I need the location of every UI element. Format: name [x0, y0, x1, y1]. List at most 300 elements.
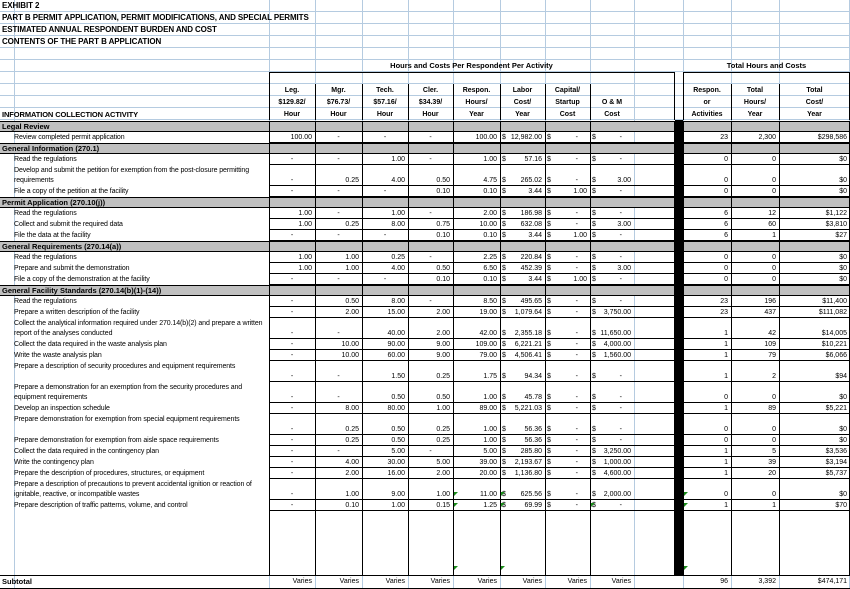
table-cell: - [429, 134, 432, 141]
table-cell: 0 [724, 254, 728, 261]
dollar-sign: $ [502, 221, 506, 228]
table-cell: 20.00 [479, 470, 497, 477]
table-cell: $3,536 [825, 448, 847, 455]
column-rule [362, 121, 363, 576]
table-cell: 0 [772, 426, 776, 433]
table-cell: - [290, 309, 294, 316]
table-cell: - [290, 470, 294, 477]
table-cell: 5.00 [436, 459, 450, 466]
table-cell: 1.00 [345, 491, 359, 498]
table-cell: - [575, 265, 578, 272]
cell-flag-icon [684, 503, 688, 507]
header-rule [500, 84, 501, 120]
activity-description: Read the regulations [14, 254, 77, 261]
table-cell: 1.00 [391, 502, 405, 509]
table-cell: 1.00 [483, 394, 497, 401]
row-rule [269, 413, 674, 414]
dollar-sign: $ [547, 491, 551, 498]
column-header-line: Respon. [693, 87, 721, 94]
table-cell: - [290, 341, 294, 348]
table-cell: 10.00 [341, 341, 359, 348]
table-cell: 1.75 [483, 373, 497, 380]
table-cell: - [337, 448, 340, 455]
column-header-line: Total [806, 87, 823, 94]
table-cell: 0.10 [345, 502, 359, 509]
table-cell: 1.25 [483, 502, 497, 509]
table-cell: 8.00 [391, 298, 405, 305]
table-cell: 0 [772, 265, 776, 272]
dollar-sign: $ [502, 276, 506, 283]
table-cell: 0 [724, 177, 728, 184]
table-cell: - [290, 373, 294, 380]
row-rule [269, 510, 674, 511]
table-cell: 23 [720, 134, 728, 141]
table-cell: 632.08 [520, 221, 542, 228]
table-cell: 1 [724, 405, 728, 412]
row-rule [683, 262, 850, 263]
table-cell: 0.50 [436, 177, 450, 184]
section-header: General Facility Standards (270.14(b)(1)-(14)) [0, 285, 850, 296]
table-cell: 69.99 [524, 502, 542, 509]
dollar-sign: $ [592, 405, 596, 412]
dollar-sign: $ [502, 437, 506, 444]
column-header-line: Startup [555, 99, 580, 106]
table-cell: 0 [772, 437, 776, 444]
table-cell: 6.50 [483, 265, 497, 272]
table-cell: - [575, 298, 578, 305]
row-rule [683, 478, 850, 479]
activity-description: Review completed permit application [14, 134, 125, 141]
table-cell: 10.00 [479, 221, 497, 228]
row-rule [683, 185, 850, 186]
table-cell: 100.00 [290, 134, 312, 141]
dollar-sign: $ [547, 221, 551, 228]
table-cell: 0.10 [483, 232, 497, 239]
table-cell: - [575, 134, 578, 141]
column-rule [408, 121, 409, 576]
table-cell: 1 [772, 502, 776, 509]
row-rule [269, 349, 674, 350]
table-cell: 0 [772, 491, 776, 498]
table-cell: 5,221.03 [514, 405, 542, 412]
table-cell: 39.00 [479, 459, 497, 466]
table-cell: - [290, 330, 294, 337]
table-cell: 0.10 [436, 276, 450, 283]
dollar-sign: $ [502, 448, 506, 455]
dollar-sign: $ [547, 298, 551, 305]
dollar-sign: $ [592, 221, 596, 228]
dollar-sign: $ [547, 394, 551, 401]
dollar-sign: $ [502, 352, 506, 359]
table-cell: $5,737 [825, 470, 847, 477]
table-cell: 42 [768, 330, 776, 337]
table-cell: 40.00 [387, 330, 405, 337]
table-cell: 9.00 [391, 491, 405, 498]
table-cell: 6 [724, 232, 728, 239]
subtotal-cell: 96 [720, 578, 728, 585]
column-header-line: Labor [512, 87, 533, 94]
header-rule [779, 84, 780, 120]
table-cell: 12 [768, 210, 776, 217]
table-cell: 265.02 [520, 177, 542, 184]
activity-description: Prepare and submit the demonstration [14, 265, 130, 272]
table-cell: 1.00 [483, 156, 497, 163]
table-cell: - [575, 426, 578, 433]
dollar-sign: $ [547, 502, 551, 509]
table-cell: 42.00 [479, 330, 497, 337]
table-cell: $0 [839, 265, 847, 272]
table-cell: 1.00 [436, 405, 450, 412]
table-cell: 4.00 [391, 265, 405, 272]
table-cell: $70 [835, 502, 847, 509]
row-rule [269, 445, 674, 446]
dollar-sign: $ [592, 426, 596, 433]
column-header-line: Activities [691, 111, 723, 118]
table-cell: 8.50 [483, 298, 497, 305]
table-cell: 0 [724, 426, 728, 433]
dollar-sign: $ [592, 232, 596, 239]
gridline-horizontal [0, 47, 850, 48]
dollar-sign: $ [547, 232, 551, 239]
table-cell: - [619, 188, 622, 195]
table-cell: 2,193.67 [514, 459, 542, 466]
row-rule [683, 349, 850, 350]
column-rule [315, 121, 316, 576]
column-header-line: Cler. [422, 87, 439, 94]
table-cell: - [337, 373, 340, 380]
table-cell: - [619, 134, 622, 141]
cell-flag-icon [454, 566, 458, 570]
subtotal-row [0, 575, 850, 589]
table-cell: 1.00 [298, 254, 312, 261]
table-cell: $10,221 [821, 341, 847, 348]
table-cell: 0.25 [436, 437, 450, 444]
dollar-sign: $ [592, 177, 596, 184]
dollar-sign: $ [547, 210, 551, 217]
dollar-sign: $ [592, 491, 596, 498]
column-divider-bar [675, 120, 683, 575]
dollar-sign: $ [502, 177, 506, 184]
dollar-sign: $ [592, 309, 596, 316]
table-cell: 4,000.00 [603, 341, 631, 348]
table-cell: 1 [724, 341, 728, 348]
column-rule [779, 121, 780, 576]
table-cell: 90.00 [387, 341, 405, 348]
activity-description: Prepare description of traffic patterns, volume, and control [14, 502, 188, 509]
table-cell: - [337, 188, 340, 195]
table-cell: 100.00 [475, 134, 497, 141]
dollar-sign: $ [502, 502, 506, 509]
table-cell: 285.80 [520, 448, 542, 455]
table-cell: 1.00 [345, 254, 359, 261]
cell-flag-icon [454, 492, 458, 496]
dollar-sign: $ [592, 502, 596, 509]
dollar-sign: $ [547, 254, 551, 261]
gridline-horizontal [0, 35, 850, 36]
table-cell: 0.25 [345, 177, 359, 184]
table-cell: 0.10 [483, 276, 497, 283]
table-cell: 1.00 [483, 426, 497, 433]
table-cell: - [337, 276, 340, 283]
table-cell: 0 [724, 156, 728, 163]
activity-description: Develop an inspection schedule [14, 405, 110, 412]
table-cell: 0.25 [345, 221, 359, 228]
table-cell: 0 [724, 276, 728, 283]
activity-description: Read the regulations [14, 210, 77, 217]
table-cell: - [619, 254, 622, 261]
table-cell: 1.00 [573, 188, 587, 195]
activity-description: Prepare the description of procedures, structures, or equipment [14, 470, 205, 477]
table-cell: 1.00 [345, 265, 359, 272]
table-cell: 0 [724, 491, 728, 498]
table-cell: 109.00 [475, 341, 497, 348]
dollar-sign: $ [502, 156, 506, 163]
cell-flag-icon [591, 503, 595, 507]
dollar-sign: $ [592, 373, 596, 380]
dollar-sign: $ [502, 394, 506, 401]
dollar-sign: $ [502, 134, 506, 141]
table-cell: 3.44 [528, 276, 542, 283]
gridline-horizontal [0, 11, 850, 12]
dollar-sign: $ [547, 188, 551, 195]
table-cell: 2.00 [345, 470, 359, 477]
table-cell: - [290, 426, 294, 433]
table-cell: 0.50 [436, 394, 450, 401]
table-cell: 2,355.18 [514, 330, 542, 337]
table-cell: - [337, 156, 340, 163]
table-cell: 30.00 [387, 459, 405, 466]
row-rule [683, 164, 850, 165]
table-cell: 1,079.64 [514, 309, 542, 316]
column-rule [453, 121, 454, 576]
table-cell: 1.00 [298, 221, 312, 228]
table-cell: - [619, 298, 622, 305]
table-cell: $0 [839, 491, 847, 498]
column-header-line: Tech. [376, 87, 394, 94]
table-cell: 0.25 [436, 426, 450, 433]
column-header-line: Capital/ [554, 87, 581, 94]
row-rule [683, 360, 850, 361]
table-cell: 3.00 [617, 177, 631, 184]
table-cell: 1 [724, 330, 728, 337]
table-cell: 11.00 [480, 491, 497, 498]
table-cell: - [290, 276, 294, 283]
table-cell: $0 [839, 188, 847, 195]
table-cell: 1,560.00 [603, 352, 631, 359]
table-cell: - [337, 210, 340, 217]
header-rule [269, 72, 270, 120]
table-cell: 5.00 [483, 448, 497, 455]
column-header-line: Hour [283, 111, 301, 118]
table-cell: 60 [768, 221, 776, 228]
table-cell: $94 [835, 373, 847, 380]
table-cell: 3,750.00 [603, 309, 631, 316]
row-rule [269, 478, 674, 479]
table-cell: - [290, 459, 294, 466]
activity-description: File a copy of the demonstration at the facility [14, 276, 150, 283]
row-rule [683, 445, 850, 446]
cell-flag-icon [454, 503, 458, 507]
table-cell: 0.50 [345, 298, 359, 305]
table-cell: 1.00 [573, 232, 587, 239]
table-cell: - [575, 254, 578, 261]
table-cell: - [619, 156, 622, 163]
table-cell: - [619, 232, 622, 239]
table-cell: 196 [764, 298, 776, 305]
table-cell: 437 [764, 309, 776, 316]
column-header-line: Year [469, 111, 484, 118]
column-header-line: Hour [330, 111, 347, 118]
table-cell: - [619, 276, 622, 283]
activity-description: Collect the analytical information required under 270.14(b)(2) and prepare a written report of the analyses conducted [14, 320, 263, 337]
dollar-sign: $ [502, 210, 506, 217]
table-cell: - [575, 221, 578, 228]
activity-description: File the data at the facility [14, 232, 91, 239]
table-cell: - [290, 491, 294, 498]
table-cell: 1 [724, 502, 728, 509]
table-cell: - [290, 448, 294, 455]
table-cell: 1 [724, 448, 728, 455]
row-rule [269, 434, 674, 435]
header-rule [674, 72, 675, 120]
table-cell: 0 [772, 276, 776, 283]
column-rule [500, 121, 501, 576]
table-cell: 4,600.00 [603, 470, 631, 477]
table-cell: 45.78 [524, 394, 542, 401]
table-cell: 0.10 [436, 188, 450, 195]
table-cell: 3,250.00 [603, 448, 631, 455]
table-cell: 89.00 [479, 405, 497, 412]
dollar-sign: $ [547, 309, 551, 316]
column-header-line: Hour [376, 111, 394, 118]
dollar-sign: $ [502, 265, 506, 272]
table-cell: 20 [768, 470, 776, 477]
table-cell: 10.00 [341, 352, 359, 359]
subtotal-cell: Varies [385, 578, 405, 585]
table-cell: - [290, 177, 294, 184]
table-cell: $3,810 [825, 221, 847, 228]
cell-flag-icon [501, 492, 505, 496]
column-header-line: $34.39/ [418, 99, 443, 106]
table-cell: 495.65 [520, 298, 542, 305]
table-cell: 0.25 [436, 373, 450, 380]
dollar-sign: $ [502, 298, 506, 305]
table-cell: 0.50 [436, 265, 450, 272]
activity-description: Prepare demonstration for exemption from special equipment requirements [14, 416, 240, 423]
table-cell: 1.50 [391, 373, 405, 380]
row-rule [269, 499, 674, 500]
table-cell: - [337, 394, 340, 401]
column-header-line: Cost/ [513, 99, 532, 106]
table-cell: 9.00 [436, 341, 450, 348]
dollar-sign: $ [502, 405, 506, 412]
table-cell: 3.44 [528, 232, 542, 239]
table-cell: 11,650.00 [600, 330, 631, 337]
activity-description: Write the waste analysis plan [14, 352, 102, 359]
dollar-sign: $ [502, 491, 506, 498]
table-cell: - [575, 177, 578, 184]
table-cell: 6 [724, 210, 728, 217]
table-cell: $1,122 [825, 210, 847, 217]
total-group-header: Total Hours and Costs [726, 61, 807, 70]
row-rule [683, 456, 850, 457]
header-rule [453, 84, 454, 120]
header-rule [545, 84, 546, 120]
dollar-sign: $ [547, 426, 551, 433]
section-header: General Information (270.1) [0, 143, 850, 154]
row-rule [683, 413, 850, 414]
dollar-sign: $ [502, 309, 506, 316]
table-cell: 15.00 [387, 309, 405, 316]
table-cell: - [429, 254, 432, 261]
table-cell: - [575, 491, 578, 498]
table-cell: 1 [724, 373, 728, 380]
table-cell: - [290, 437, 294, 444]
table-cell: - [337, 232, 340, 239]
dollar-sign: $ [547, 276, 551, 283]
subtotal-label: Subtotal [2, 577, 32, 586]
row-rule [683, 381, 850, 382]
table-cell: 2 [772, 373, 776, 380]
table-cell: - [575, 394, 578, 401]
dollar-sign: $ [502, 373, 506, 380]
dollar-sign: $ [592, 298, 596, 305]
table-cell: $0 [839, 177, 847, 184]
column-header-line: Total [746, 87, 764, 94]
row-rule [683, 510, 850, 511]
table-cell: 0.75 [436, 221, 450, 228]
table-cell: 3.00 [617, 265, 631, 272]
row-rule [269, 338, 674, 339]
activity-description: File a copy of the petition at the facility [14, 188, 129, 195]
row-rule [683, 317, 850, 318]
table-cell: 1,000.00 [603, 459, 631, 466]
table-cell: $0 [839, 437, 847, 444]
table-cell: $111,082 [818, 309, 847, 316]
table-cell: 23 [720, 309, 728, 316]
table-cell: 0.50 [391, 426, 405, 433]
row-rule [269, 467, 674, 468]
table-cell: 80.00 [387, 405, 405, 412]
column-rule [731, 121, 732, 576]
dollar-sign: $ [547, 330, 551, 337]
dollar-sign: $ [592, 265, 596, 272]
dollar-sign: $ [592, 352, 596, 359]
table-cell: 94.34 [524, 373, 542, 380]
table-cell: - [575, 448, 578, 455]
table-cell: - [575, 437, 578, 444]
table-cell: 4.00 [345, 459, 359, 466]
dollar-sign: $ [502, 341, 506, 348]
table-cell: 109 [764, 341, 776, 348]
dollar-sign: $ [592, 470, 596, 477]
column-header-line: Leg. [284, 87, 300, 94]
section-header: Legal Review [0, 121, 850, 132]
activity-description: Prepare a demonstration for an exemption from the security procedures and equipment requirements [14, 384, 243, 401]
column-rule [590, 121, 591, 576]
row-rule [683, 434, 850, 435]
table-cell: 2.25 [483, 254, 497, 261]
subtotal-cell: Varies [477, 578, 497, 585]
table-cell: 5.00 [391, 448, 405, 455]
column-header-line: Hour [422, 111, 439, 118]
table-cell: - [575, 502, 578, 509]
column-header-line: Cost/ [805, 99, 824, 106]
table-cell: 4.00 [391, 177, 405, 184]
table-cell: - [337, 330, 340, 337]
dollar-sign: $ [592, 330, 596, 337]
activity-description: Collect the data required in the contingency plan [14, 448, 159, 455]
